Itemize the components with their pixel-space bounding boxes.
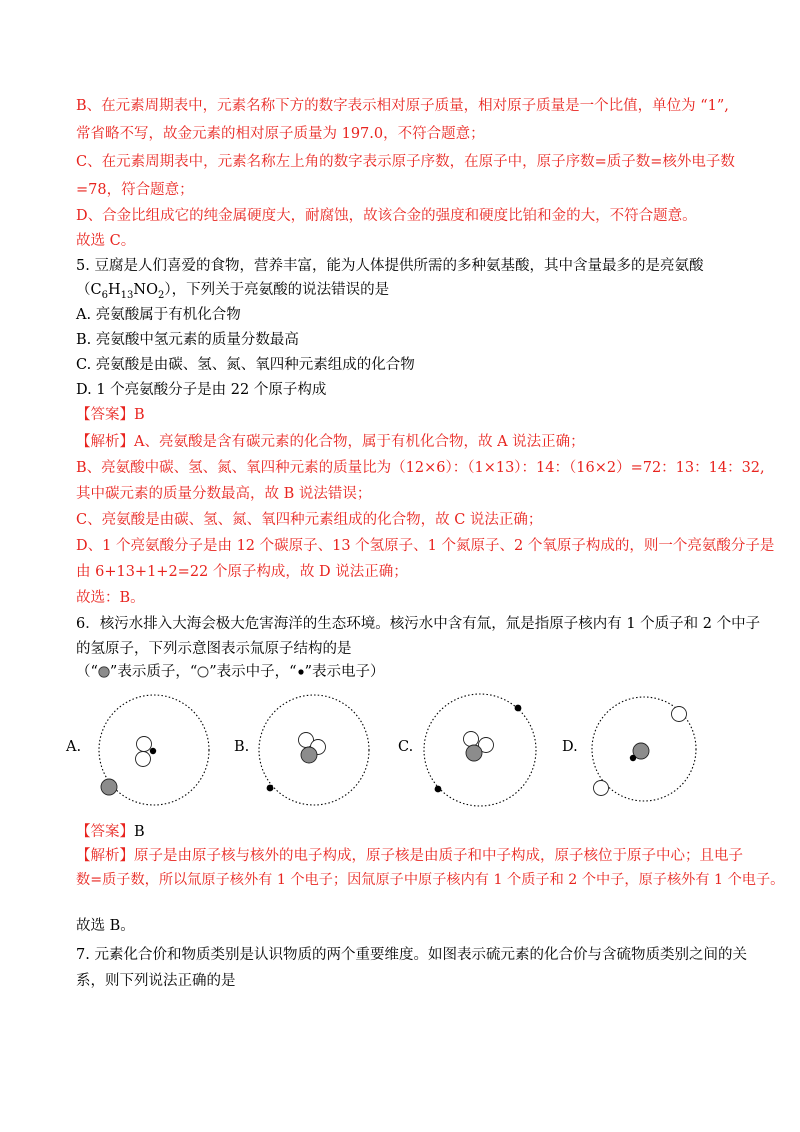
q5-option-d: D. 1 个亮氨酸分子是由 22 个原子构成 xyxy=(76,382,327,398)
q6-stem-line2: 的氢原子，下列示意图表示氚原子结构的是 xyxy=(76,641,352,657)
electron-c2 xyxy=(435,786,442,793)
q5-option-c: C. 亮氨酸是由碳、氢、氮、氧四种元素组成的化合物 xyxy=(76,357,415,373)
q5-option-a: A. 亮氨酸属于有机化合物 xyxy=(76,307,241,323)
q5-analysis-1: 【解析】A、亮氨酸是含有碳元素的化合物，属于有机化合物，故 A 说法正确； xyxy=(76,434,585,450)
q6-analysis-2: 数=质子数，所以氚原子核外有 1 个电子；因氚原子中原子核内有 1 个质子和 2 个中子，原子核外有 1 个电子。 xyxy=(76,872,785,888)
atom-diagram-b xyxy=(256,692,376,812)
explanation-c-line1: C、在元素周期表中，元素名称左上角的数字表示原子序数，在原子中，原子序数=质子数=核外电子数 xyxy=(76,154,735,170)
q6-conclusion: 故选 B。 xyxy=(76,918,135,934)
electron-d xyxy=(630,755,636,761)
neutron-d2 xyxy=(594,781,609,796)
q6-analysis-1: 【解析】原子是由原子核与核外的电子构成，原子核是由质子和中子构成，原子核位于原子中心；且电子 xyxy=(76,848,743,864)
electron-a-center xyxy=(150,748,156,754)
diagram-label-b: B. xyxy=(234,739,250,755)
proton-a-orbit xyxy=(101,779,117,795)
q5-answer: 【答案】B xyxy=(76,407,145,423)
electron-c1 xyxy=(515,705,522,712)
atom-diagrams xyxy=(60,692,740,812)
electron-b xyxy=(267,785,274,792)
neutron-a2 xyxy=(136,752,151,767)
diagram-label-d: D. xyxy=(562,739,578,755)
atom-diagram-c xyxy=(420,692,540,812)
q5-analysis-3: 其中碳元素的质量分数最高，故 B 说法错误； xyxy=(76,486,372,502)
proton-c xyxy=(466,745,482,761)
proton-legend-icon xyxy=(98,666,110,678)
neutron-legend-icon xyxy=(197,666,209,678)
neutron-d1 xyxy=(672,707,687,722)
q5-analysis-5: D、1 个亮氨酸分子是由 12 个碳原子、13 个氢原子、1 个氮原子、2 个氧原子构成的，则一个亮氨酸分子是 xyxy=(76,538,775,554)
q5-analysis-4: C、亮氨酸是由碳、氢、氮、氧四种元素组成的化合物，故 C 说法正确； xyxy=(76,512,543,528)
explanation-conclusion: 故选 C。 xyxy=(76,233,136,249)
proton-b xyxy=(301,747,317,763)
electron-legend-icon xyxy=(297,668,305,676)
q7-stem-line1: 7. 元素化合价和物质类别是认识物质的两个重要维度。如图表示硫元素的化合价与含硫物质类别之间的关 xyxy=(76,947,747,963)
explanation-b-line1: B、在元素周期表中，元素名称下方的数字表示相对原子质量，相对原子质量是一个比值，单位为 “1”, xyxy=(76,98,729,114)
q6-answer: 【答案】B xyxy=(76,824,145,840)
q5-stem-line1: 5. 豆腐是人们喜爱的食物，营养丰富，能为人体提供所需的多种氨基酸，其中含量最多的是亮氨酸 xyxy=(76,258,704,274)
explanation-d-line1: D、合金比组成它的纯金属硬度大，耐腐蚀，故该合金的强度和硬度比铂和金的大，不符合题意。 xyxy=(76,208,697,224)
atom-diagram-d xyxy=(584,692,704,812)
q5-analysis-2: B、亮氨酸中碳、氢、氮、氧四种元素的质量比为（12×6）：（1×13）：14：（16×2）=72：13：14：32, xyxy=(76,460,765,476)
diagram-label-c: C. xyxy=(398,739,414,755)
q6-legend: （“ ”表示质子，“ ”表示中子，“ ”表示电子） xyxy=(76,664,385,680)
q7-stem-line2: 系，则下列说法正确的是 xyxy=(76,973,236,989)
neutron-a1 xyxy=(137,737,152,752)
explanation-c-line2: =78，符合题意； xyxy=(76,182,194,198)
q6-stem-line1: 6．核污水排入大海会极大危害海洋的生态环境。核污水中含有氚，氚是指原子核内有 1 个质子和 2 个中子 xyxy=(76,616,761,632)
q5-option-b: B. 亮氨酸中氢元素的质量分数最高 xyxy=(76,332,299,348)
q5-analysis-6: 由 6+13+1+2=22 个原子构成，故 D 说法正确； xyxy=(76,564,408,580)
atom-diagram-a xyxy=(96,692,216,812)
q5-stem-line2: $(C_6H_{13}NO_2)$，下列关于亮氨酸的说法错误的是 xyxy=(76,282,390,301)
diagram-label-a: A. xyxy=(66,739,82,755)
explanation-b-line2: 常省略不写，故金元素的相对原子质量为 197.0，不符合题意； xyxy=(76,126,485,142)
neutron-c1 xyxy=(464,732,479,747)
q5-conclusion: 故选：B。 xyxy=(76,590,145,606)
